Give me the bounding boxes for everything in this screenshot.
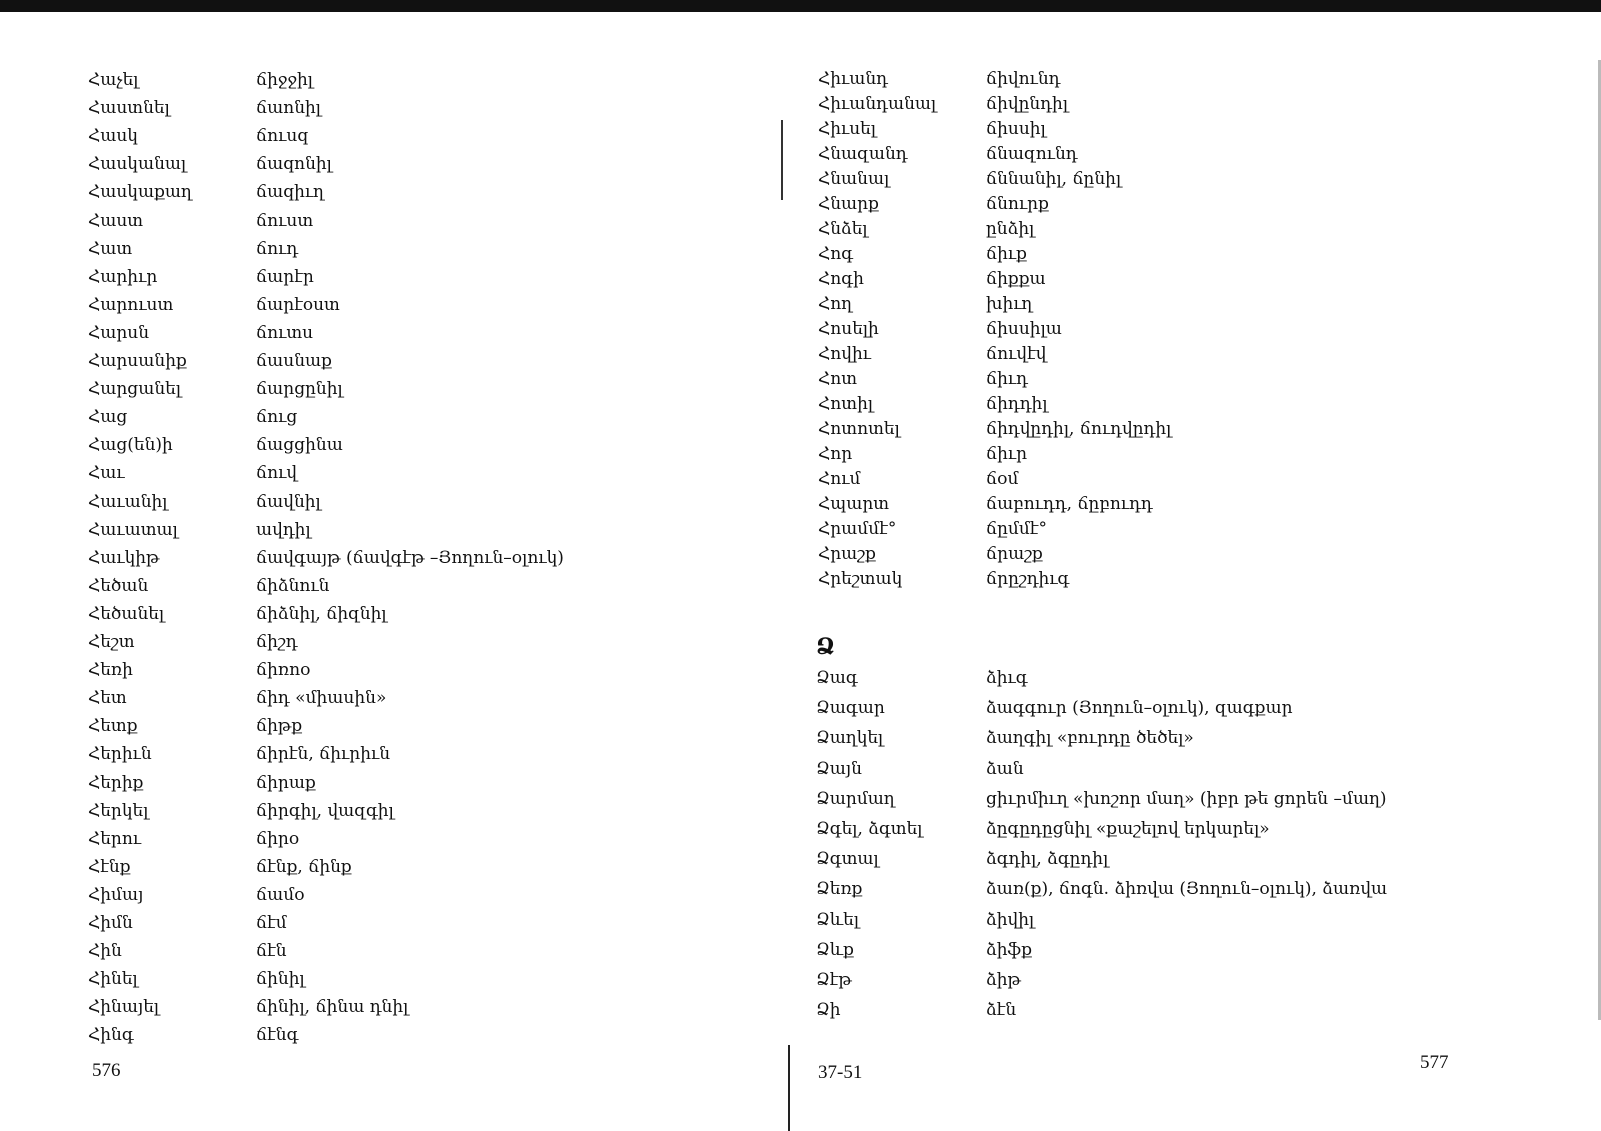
- entry-gloss: ճացցինա: [256, 435, 343, 456]
- entry-gloss: ճիձնուն: [256, 575, 330, 596]
- entry-term: Հինել: [88, 969, 138, 990]
- entry-gloss: ճուստ: [256, 210, 314, 231]
- entry-term: Հաց(են)ի: [88, 435, 173, 456]
- entry-term: Հնձել: [818, 219, 868, 239]
- entry-gloss: ճավգայթ (ճավգէթ –Յողուն–օլուկ): [256, 547, 564, 568]
- entry-gloss: ճինիլ, ճինա դնիլ: [256, 997, 409, 1018]
- entry-term: Հնազանդ: [818, 144, 908, 164]
- entry-term: Հիմայ: [88, 884, 144, 905]
- entry-term: Հաւատալ: [88, 519, 178, 540]
- entry-term: Հեռի: [88, 660, 133, 681]
- entry-term: Հոր: [818, 444, 853, 464]
- entry-gloss: ճիւր: [986, 444, 1028, 464]
- entry-gloss: ճէնք, ճինք: [256, 856, 352, 877]
- entry-term: Հոգ: [818, 244, 854, 264]
- entry-term: Հպարտ: [818, 494, 890, 514]
- entry-gloss: ձգդիլ, ձգըդիլ: [986, 849, 1109, 870]
- entry-term: Հարուստ: [88, 294, 174, 315]
- entry-gloss: ճիվընդիլ: [986, 94, 1069, 114]
- entry-term: Հինայել: [88, 997, 160, 1018]
- entry-term: Հող: [818, 294, 853, 314]
- entry-gloss: ճնուրք: [986, 194, 1049, 214]
- entry-term: Հիմն: [88, 913, 133, 933]
- entry-term: Հաստ: [88, 210, 144, 231]
- entry-gloss: ճիձնիլ, ճիզնիլ: [256, 603, 387, 624]
- entry-gloss: ճրաշք: [986, 544, 1043, 564]
- entry-term: Հաւանիլ: [88, 491, 168, 512]
- entry-term: Հասկանալ: [88, 154, 187, 175]
- signature-mark: 37-51: [818, 1062, 863, 1083]
- page-number: 577: [1420, 1052, 1449, 1073]
- entry-gloss: ձագգուր (Յողուն–օլուկ), զագքար: [986, 698, 1293, 719]
- entry-gloss: ճիռոօ: [256, 660, 311, 681]
- entry-gloss: ճարցընիլ: [256, 379, 343, 400]
- entry-gloss: ավդիլ: [256, 519, 311, 540]
- entry-term: Հրաշք: [818, 544, 876, 564]
- entry-term: Ձարմաղ: [816, 788, 895, 809]
- entry-gloss: ճիսսիլ: [986, 119, 1046, 139]
- entry-gloss: ճավնիլ: [256, 491, 321, 512]
- entry-term: Հոսելի: [818, 319, 879, 339]
- entry-term: Հէնք: [88, 856, 131, 877]
- entry-gloss: ձէն: [986, 1000, 1017, 1021]
- entry-term: Հին: [88, 941, 122, 962]
- entry-term: Հարսն: [88, 322, 150, 343]
- entry-gloss: ճիրաք: [256, 772, 316, 793]
- entry-gloss: ճննանիլ, ճընիլ: [986, 169, 1122, 189]
- entry-gloss: ձիւգ: [986, 668, 1028, 688]
- entry-term: Հարցանել: [88, 379, 182, 400]
- entry-gloss: խիւղ: [986, 294, 1033, 314]
- entry-term: Ձևք: [816, 939, 854, 960]
- entry-gloss: ցիւրմիւղ «խոշոր մաղ» (իբր թե ցորեն –մաղ): [986, 788, 1387, 809]
- entry-gloss: ճիթք: [256, 716, 303, 737]
- entry-term: Հնարք: [818, 194, 879, 214]
- entry-gloss: ճարէր: [256, 266, 314, 287]
- entry-term: Հում: [818, 469, 861, 489]
- entry-gloss: ճաnնիլ: [256, 98, 321, 119]
- entry-term: Ձագար: [816, 698, 885, 719]
- entry-gloss: ճուվ: [256, 463, 298, 484]
- entry-gloss: ճէմ: [256, 913, 287, 933]
- entry-gloss: ճաqnնիլ: [256, 154, 332, 175]
- entry-term: Ձագ: [816, 668, 858, 688]
- entry-gloss: ճուդ: [256, 238, 299, 259]
- entry-term: Հարսանիք: [88, 351, 187, 371]
- entry-term: Հիւսել: [818, 119, 877, 139]
- entry-gloss: ճուց: [256, 407, 298, 428]
- entry-gloss: ճիդդիլ: [986, 394, 1048, 414]
- entry-term: Հասկ: [88, 126, 138, 147]
- entry-term: Հնանալ: [818, 169, 890, 189]
- entry-gloss: ճուսq: [256, 126, 309, 147]
- entry-gloss: ճուվէվ: [986, 344, 1047, 364]
- entry-gloss: ձիթ: [986, 970, 1021, 990]
- entry-term: Հովիւ: [818, 344, 871, 364]
- entry-gloss: ճիդ «միասին»: [256, 688, 387, 709]
- entry-term: Հաչել: [88, 70, 139, 90]
- entry-gloss: ճրըշդիւգ: [986, 569, 1070, 589]
- entry-gloss: ճինիլ: [256, 969, 305, 990]
- entry-gloss: ձաղգիլ «բուրդը ծեծել»: [986, 728, 1194, 749]
- entry-term: Հոգի: [818, 269, 864, 289]
- entry-gloss: ճիքքա: [986, 269, 1046, 289]
- entry-gloss: ճնազունդ: [986, 144, 1078, 164]
- entry-term: Ձէթ: [816, 970, 852, 990]
- entry-gloss: ձիֆք: [986, 939, 1033, 960]
- entry-gloss: ճիշդ: [256, 632, 298, 652]
- entry-term: Հերիք: [88, 772, 144, 793]
- entry-term: Հիւանդ: [818, 69, 888, 89]
- entry-term: Ձի: [816, 1000, 841, 1021]
- entry-term: Հետ: [88, 688, 127, 709]
- entry-term: Ձևել: [816, 909, 860, 930]
- entry-term: Ձգել, ձգտել: [816, 819, 923, 839]
- entry-gloss: ճուտս: [256, 322, 314, 343]
- entry-term: Ձգտալ: [816, 849, 879, 870]
- entry-term: Հերկել: [88, 800, 149, 821]
- entry-term: Հաւկիթ: [88, 547, 160, 568]
- entry-gloss: ձառ(ք), ճոգն. ձիռվա (Յողուն–օլուկ), ձառվա: [986, 879, 1388, 900]
- entry-gloss: ճասնաք: [256, 351, 332, 371]
- entry-term: Հաստնել: [88, 98, 170, 119]
- entry-term: Հրեշտակ: [818, 569, 903, 589]
- entry-term: Ձեռք: [816, 879, 863, 900]
- entry-term: Հերու: [88, 828, 142, 849]
- entry-gloss: ճէնգ: [256, 1025, 299, 1046]
- entry-gloss: ճարէoստ: [256, 294, 340, 315]
- entry-gloss: ճէն: [256, 941, 287, 962]
- entry-gloss: ճիդվըդիլ, ճուդվըդիլ: [986, 419, 1172, 439]
- entry-gloss: ճիսսիլա: [986, 319, 1062, 339]
- left-page: [0, 0, 790, 1131]
- entry-gloss: ճօմ: [986, 469, 1019, 489]
- entry-term: Հրամմէ°: [818, 519, 897, 539]
- entry-term: Հինգ: [88, 1025, 134, 1046]
- entry-term: Հասկաքաղ: [88, 182, 192, 203]
- entry-gloss: ձիվիլ: [986, 909, 1035, 930]
- entry-term: Ձաղկել: [816, 728, 884, 749]
- entry-gloss: ճիւդ: [986, 369, 1028, 389]
- entry-gloss: ճաբուդդ, ճըբուդդ: [986, 494, 1153, 514]
- entry-term: Հետք: [88, 716, 138, 737]
- entry-gloss: ճըմմէ°: [986, 519, 1047, 539]
- entry-term: Հերիւն: [88, 744, 152, 765]
- section-letter: Ձ: [816, 634, 835, 660]
- entry-term: Ձայն: [816, 758, 862, 779]
- entry-gloss: ձան: [986, 758, 1024, 779]
- entry-term: Հատ: [88, 238, 133, 259]
- entry-term: Հեծանել: [88, 603, 165, 624]
- entry-term: Հեծան: [88, 575, 149, 596]
- entry-gloss: ճիրօ: [256, 828, 300, 849]
- entry-term: Հեշտ: [88, 632, 135, 652]
- right-page: [790, 0, 1601, 1131]
- entry-gloss: ընձիլ: [986, 219, 1035, 239]
- entry-term: Հաց: [88, 407, 128, 428]
- entry-term: Հոտիլ: [818, 394, 874, 414]
- entry-gloss: ձըգըդըցնիլ «քաշելով երկարել»: [986, 819, 1270, 839]
- page-number: 576: [92, 1060, 121, 1081]
- entry-gloss: ճամօ: [256, 884, 305, 905]
- entry-term: Հոտոտել: [818, 419, 900, 439]
- entry-gloss: ճիրէն, ճիւրիւն: [256, 744, 391, 765]
- entry-term: Հարիւր: [88, 266, 158, 287]
- entry-gloss: ճաqիւղ: [256, 182, 324, 203]
- entry-term: Հոտ: [818, 369, 858, 389]
- entry-term: Հաւ: [88, 463, 125, 484]
- entry-gloss: ճիվունդ: [986, 69, 1061, 89]
- entry-term: Հիւանդանալ: [818, 94, 937, 114]
- entry-gloss: ճիւք: [986, 244, 1027, 264]
- entry-gloss: ճիջջիլ: [256, 70, 313, 90]
- entry-gloss: ճիրգիլ, վազգիլ: [256, 800, 394, 821]
